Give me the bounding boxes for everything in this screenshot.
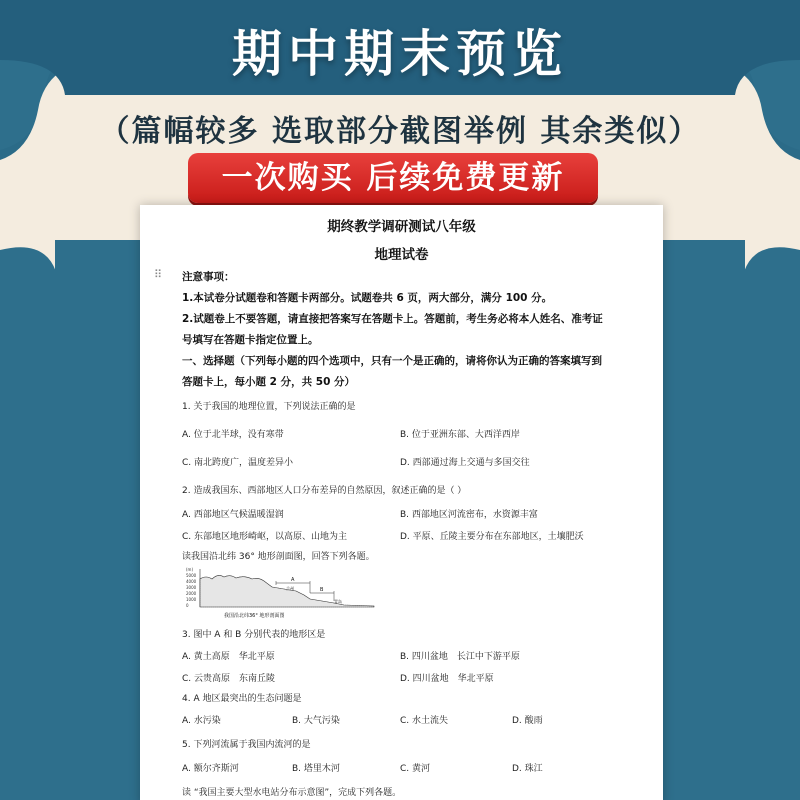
question-5: 5. 下列河流属于我国内流河的是 bbox=[182, 740, 311, 750]
axis-tick: 2000 bbox=[186, 591, 197, 596]
notice-2b: 号填写在答题卡指定位置上。 bbox=[182, 334, 319, 346]
q1-option-c: C. 南北跨度广，温度差异小 bbox=[182, 458, 294, 468]
notice-2a: 2.试题卷上不要答题，请直接把答案写在答题卡上。答题前，考生务必将本人姓名、准考证 bbox=[182, 313, 603, 325]
question-2: 2. 造成我国东、西部地区人口分布差异的自然原因，叙述正确的是（ ） bbox=[182, 486, 467, 496]
q2-option-a: A. 西部地区气候温暖湿润 bbox=[182, 510, 284, 520]
reading-prompt-2: 读 “我国主要大型水电站分布示意图”，完成下列各题。 bbox=[182, 788, 402, 798]
q1-option-b: B. 位于亚洲东部、大西洋西岸 bbox=[400, 430, 520, 440]
subtitle: （篇幅较多 选取部分截图举例 其余类似） bbox=[99, 114, 701, 149]
q3-option-c: C. 云贵高原 东南丘陵 bbox=[182, 674, 276, 684]
q4-option-c: C. 水土流失 bbox=[400, 716, 449, 726]
section-1b: 答题卡上，每小题 2 分，共 50 分） bbox=[182, 376, 356, 388]
region-b-label: B bbox=[320, 587, 324, 593]
q5-option-b: B. 塔里木河 bbox=[292, 764, 340, 774]
axis-tick: 1000 bbox=[186, 597, 197, 602]
lanzhou-label: 兰州 bbox=[286, 586, 294, 591]
q5-option-a: A. 额尔齐斯河 bbox=[182, 764, 239, 774]
q5-option-c: C. 黄河 bbox=[400, 764, 431, 774]
qingdao-label: 青岛 bbox=[334, 599, 342, 604]
axis-tick: 5000 bbox=[186, 573, 197, 578]
region-a-label: A bbox=[291, 577, 295, 583]
axis-unit: (m) bbox=[186, 567, 194, 572]
q5-option-d: D. 珠江 bbox=[512, 764, 543, 774]
q3-option-b: B. 四川盆地 长江中下游平原 bbox=[400, 652, 520, 662]
notice-1: 1.本试卷分试题卷和答题卡两部分。试题卷共 6 页，两大部分，满分 100 分。 bbox=[182, 292, 553, 304]
q4-option-d: D. 酸雨 bbox=[512, 716, 543, 726]
q2-option-b: B. 西部地区河流密布，水资源丰富 bbox=[400, 510, 538, 520]
q1-option-a: A. 位于北半球，没有寒带 bbox=[182, 430, 284, 440]
q1-option-d: D. 西部通过海上交通与多国交往 bbox=[400, 458, 530, 468]
diagram-caption: 我国沿北纬36° 地形剖面图 bbox=[224, 613, 285, 619]
paper-title: 期终教学调研测试八年级 bbox=[327, 219, 476, 235]
paper-subject: 地理试卷 bbox=[374, 247, 429, 263]
terrain-profile-diagram bbox=[184, 565, 384, 627]
q4-option-b: B. 大气污染 bbox=[292, 716, 340, 726]
q2-option-d: D. 平原、丘陵主要分布在东部地区，土壤肥沃 bbox=[400, 532, 584, 542]
question-3: 3. 图中 A 和 B 分别代表的地形区是 bbox=[182, 630, 326, 640]
axis-tick: 3000 bbox=[186, 585, 197, 590]
q4-option-a: A. 水污染 bbox=[182, 716, 221, 726]
axis-tick: 4000 bbox=[186, 579, 197, 584]
question-1: 1. 关于我国的地理位置，下列说法正确的是 bbox=[182, 402, 356, 412]
question-4: 4. A 地区最突出的生态问题是 bbox=[182, 694, 302, 704]
q3-option-d: D. 四川盆地 华北平原 bbox=[400, 674, 494, 684]
promo-badge: 一次购买 后续免费更新 bbox=[188, 153, 598, 203]
page-title: 期中期末预览 bbox=[232, 25, 568, 83]
exam-paper bbox=[140, 205, 663, 800]
q3-option-a: A. 黄土高原 华北平原 bbox=[182, 652, 275, 662]
notice-heading: 注意事项： bbox=[182, 271, 235, 283]
axis-tick: 0 bbox=[186, 603, 189, 608]
q2-option-c: C. 东部地区地形崎岖，以高原、山地为主 bbox=[182, 532, 348, 542]
reading-prompt-1: 读我国沿北纬 36° 地形剖面图，回答下列各题。 bbox=[182, 552, 375, 562]
section-1a: 一、选择题（下列每小题的四个选项中，只有一个是正确的，请将你认为正确的答案填写到 bbox=[182, 355, 602, 367]
drag-handle-icon[interactable]: ⠿ bbox=[154, 268, 163, 281]
